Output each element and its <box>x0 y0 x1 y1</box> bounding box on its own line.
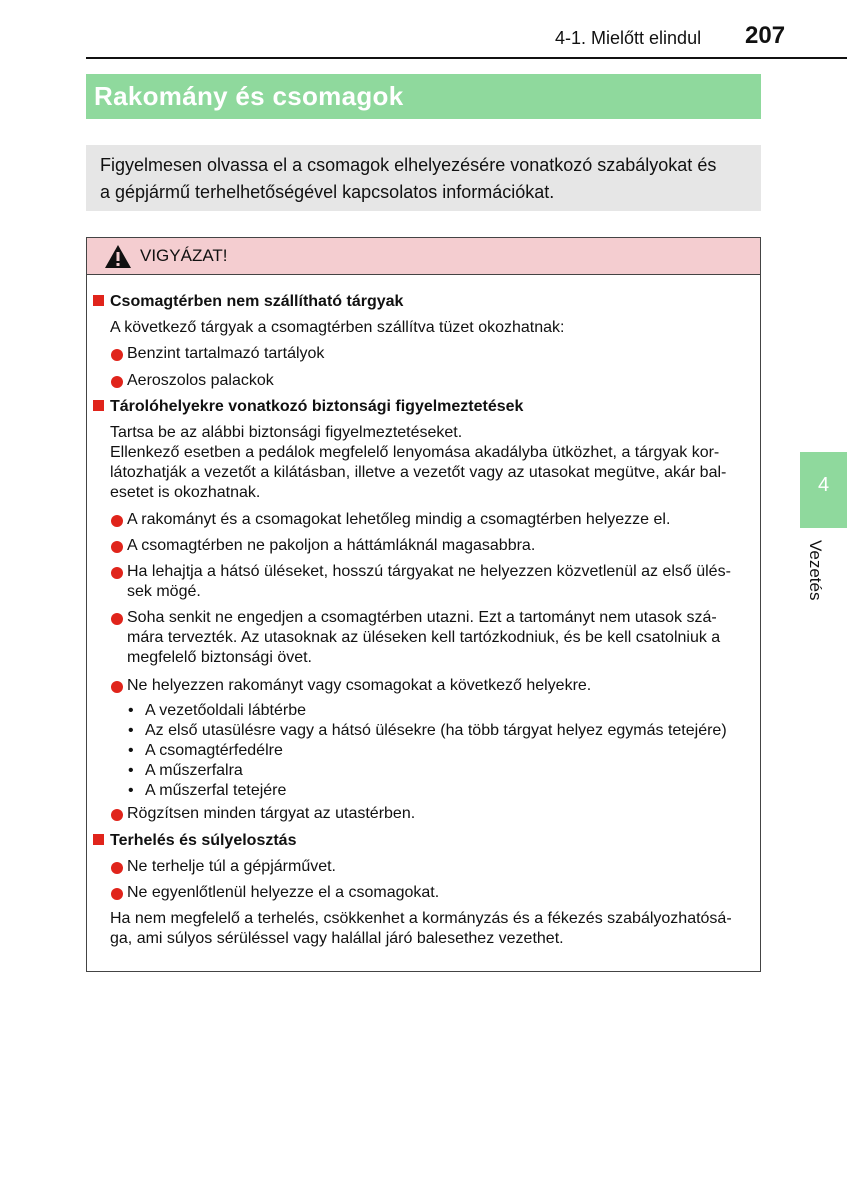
page-number: 207 <box>745 22 786 49</box>
sub-list-item: • A csomagtérfedélre <box>128 742 283 759</box>
sub-list-item: • A műszerfalra <box>128 762 243 779</box>
warning-box <box>86 237 761 972</box>
list-item: Rögzítsen minden tárgyat az utastérben. <box>110 804 755 824</box>
sub-list-item: • A vezetőoldali lábtérbe <box>128 702 306 719</box>
red-bullet-icon <box>111 541 123 553</box>
list-item: Aeroszolos palackok <box>110 371 755 391</box>
list-item: Ne helyezzen rakományt vagy csomagokat a következő helyekre. <box>110 676 755 696</box>
list-item: A rakományt és a csomagokat lehetőleg mindig a csomagtérben helyezze el. <box>110 510 755 530</box>
red-bullet-icon <box>111 515 123 527</box>
intro-line-2: a gépjármű terhelhetőségével kapcsolatos információkat. <box>100 182 555 202</box>
section-label: 4-1. Mielőtt elindul <box>555 28 702 48</box>
chapter-label-text: Vezetés <box>806 540 825 601</box>
list-item: Benzint tartalmazó tartályok <box>110 344 755 364</box>
section-heading: Csomagtérben nem szállítható tárgyak <box>93 292 403 312</box>
list-item: Soha senkit ne engedjen a csomagtérben utazni. Ezt a tartományt nem utasok szá- mára tervezték. Az utasoknak az üléseken kell tartózkodniuk, és be kell csatolniuk a megfelelő biztonsági övet. <box>110 608 755 668</box>
section-heading: Terhelés és súlyelosztás <box>93 831 296 851</box>
red-bullet-icon <box>111 888 123 900</box>
sub-list-item: • Az első utasülésre vagy a hátsó ülésekre (ha több tárgyat helyez egymás tetejére) <box>128 722 727 739</box>
intro-box <box>86 145 761 211</box>
chapter-tab <box>800 452 847 528</box>
page-title: Rakomány és csomagok <box>94 81 404 111</box>
sub-list-item: • A műszerfal tetejére <box>128 782 287 799</box>
paragraph: A következő tárgyak a csomagtérben szállítva tüzet okozhatnak: <box>110 319 565 336</box>
list-item: Ne egyenlőtlenül helyezze el a csomagokat. <box>110 883 755 903</box>
header-rule <box>86 57 847 59</box>
red-bullet-icon <box>111 862 123 874</box>
intro-line-1: Figyelmesen olvassa el a csomagok elhelyezésére vonatkozó szabályokat és <box>100 155 717 175</box>
red-bullet-icon <box>111 681 123 693</box>
red-bullet-icon <box>111 349 123 361</box>
red-square-icon <box>93 295 104 306</box>
section-heading: Tárolóhelyekre vonatkozó biztonsági figyelmeztetések <box>93 397 523 417</box>
chapter-label <box>805 540 829 630</box>
red-square-icon <box>93 400 104 411</box>
red-bullet-icon <box>111 376 123 388</box>
warning-triangle-icon <box>104 244 132 269</box>
paragraph: Tartsa be az alábbi biztonsági figyelmeztetéseket. Ellenkező esetben a pedálok megfelelő lenyomása akadályba ütközhet, a tárgyak kor- látozhatják a vezetőt a kilátásban, illetve a vezetőt vagy az utasokat megütve, akár bal- esetet is okozhatnak. <box>110 424 727 501</box>
title-bar <box>86 74 761 119</box>
list-item: A csomagtérben ne pakoljon a háttámláknál magasabbra. <box>110 536 755 556</box>
paragraph: Ha nem megfelelő a terhelés, csökkenhet a kormányzás és a fékezés szabályozhatósá- ga, ami súlyos sérüléssel vagy halállal járó balesethez vezethet. <box>110 910 732 947</box>
warning-title: VIGYÁZAT! <box>140 246 228 265</box>
red-bullet-icon <box>111 613 123 625</box>
red-bullet-icon <box>111 567 123 579</box>
chapter-number: 4 <box>817 474 830 496</box>
red-square-icon <box>93 834 104 845</box>
warning-header <box>87 238 760 275</box>
red-bullet-icon <box>111 809 123 821</box>
list-item: Ne terhelje túl a gépjárművet. <box>110 857 755 877</box>
list-item: Ha lehajtja a hátsó üléseket, hosszú tárgyakat ne helyezzen közvetlenül az első ülés- sek mögé. <box>110 562 755 602</box>
